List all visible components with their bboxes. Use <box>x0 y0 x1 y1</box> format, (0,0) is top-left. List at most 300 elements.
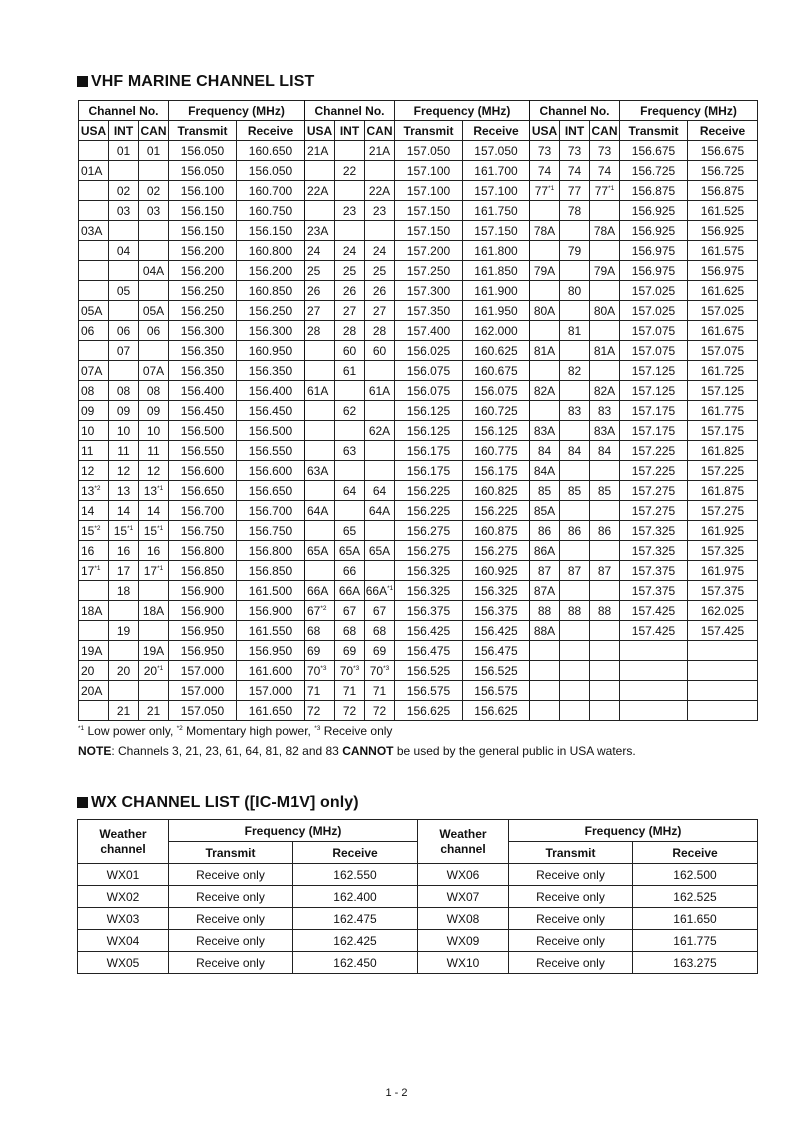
transmit-cell: 156.975 <box>620 241 688 261</box>
can-cell: 27 <box>365 301 395 321</box>
wx-channel-table <box>77 819 758 974</box>
can-cell: 82A <box>590 381 620 401</box>
transmit-cell: 156.975 <box>620 261 688 281</box>
int-cell <box>560 421 590 441</box>
receive-cell: 156.850 <box>237 561 305 581</box>
transmit-cell: 156.250 <box>169 281 237 301</box>
table-row <box>78 908 758 930</box>
table-row <box>79 601 758 621</box>
receive-cell: 161.550 <box>237 621 305 641</box>
int-cell <box>560 661 590 681</box>
can-cell <box>590 581 620 601</box>
transmit-cell: 157.375 <box>620 561 688 581</box>
table-row <box>79 641 758 661</box>
int-cell <box>560 221 590 241</box>
int-cell: 27 <box>335 301 365 321</box>
receive-cell: 156.300 <box>237 321 305 341</box>
int-cell: 11 <box>109 441 139 461</box>
column-header-transmit: Transmit <box>620 121 688 141</box>
int-cell <box>109 641 139 661</box>
transmit-cell: 156.175 <box>395 461 463 481</box>
table-row <box>79 261 758 281</box>
int-cell <box>335 381 365 401</box>
usa-cell <box>530 401 560 421</box>
usa-cell: 71 <box>305 681 335 701</box>
can-cell: 88 <box>590 601 620 621</box>
receive-cell: 157.150 <box>463 221 530 241</box>
frequency-header: Frequency (MHz) <box>620 101 758 121</box>
transmit-cell: 157.050 <box>169 701 237 721</box>
footnote-marker: *2 <box>94 524 101 532</box>
can-cell: 73 <box>590 141 620 161</box>
transmit-cell: Receive only <box>169 952 293 974</box>
usa-cell <box>79 341 109 361</box>
transmit-cell: Receive only <box>169 908 293 930</box>
usa-cell <box>305 561 335 581</box>
receive-cell: 163.275 <box>633 952 758 974</box>
can-cell: 12 <box>139 461 169 481</box>
receive-cell: 156.950 <box>237 641 305 661</box>
can-cell <box>365 441 395 461</box>
int-cell <box>560 381 590 401</box>
receive-cell: 161.925 <box>688 521 758 541</box>
column-header-transmit: Transmit <box>169 121 237 141</box>
int-cell <box>109 261 139 281</box>
usa-cell: 11 <box>79 441 109 461</box>
can-cell: 80A <box>590 301 620 321</box>
usa-cell: 09 <box>79 401 109 421</box>
receive-cell: 156.500 <box>237 421 305 441</box>
usa-cell: 20 <box>79 661 109 681</box>
receive-cell: 162.450 <box>293 952 418 974</box>
int-cell: 09 <box>109 401 139 421</box>
can-cell <box>590 541 620 561</box>
int-cell: 07 <box>109 341 139 361</box>
receive-cell: 161.900 <box>463 281 530 301</box>
can-cell: $66A^{*1}$ <box>365 581 395 601</box>
transmit-cell: 156.900 <box>169 601 237 621</box>
usa-cell <box>530 661 560 681</box>
usa-cell: 86 <box>530 521 560 541</box>
table-row <box>79 461 758 481</box>
usa-cell <box>530 681 560 701</box>
transmit-cell: 156.300 <box>169 321 237 341</box>
table-row <box>78 952 758 974</box>
int-cell <box>335 421 365 441</box>
footnote-marker: *1 <box>157 664 164 672</box>
table-row <box>79 161 758 181</box>
footnote-marker: *1 <box>387 584 394 592</box>
transmit-cell: 156.725 <box>620 161 688 181</box>
transmit-cell: 156.175 <box>395 441 463 461</box>
can-cell: 22A <box>365 181 395 201</box>
int-cell <box>560 701 590 721</box>
table-row <box>79 221 758 241</box>
receive-cell: 162.025 <box>688 601 758 621</box>
usa-cell: 67$^{*2}$ <box>305 601 335 621</box>
transmit-cell: 157.125 <box>620 361 688 381</box>
column-header-usa: USA <box>305 121 335 141</box>
can-cell: 69 <box>365 641 395 661</box>
table-row <box>79 701 758 721</box>
int-cell <box>109 361 139 381</box>
weather-channel-cell: WX05 <box>78 952 169 974</box>
square-bullet-icon <box>77 797 88 808</box>
receive-cell: 160.775 <box>463 441 530 461</box>
int-cell: 16 <box>109 541 139 561</box>
table-row <box>79 241 758 261</box>
receive-cell: 156.225 <box>463 501 530 521</box>
int-cell: 88 <box>560 601 590 621</box>
can-cell: 07A <box>139 361 169 381</box>
int-cell <box>560 581 590 601</box>
usa-cell: 10 <box>79 421 109 441</box>
transmit-cell: 157.225 <box>620 441 688 461</box>
int-cell: 80 <box>560 281 590 301</box>
int-cell: 68 <box>335 621 365 641</box>
receive-cell: 162.550 <box>293 864 418 886</box>
transmit-cell: 157.150 <box>395 201 463 221</box>
can-cell <box>139 681 169 701</box>
footnote-marker: *2 <box>94 484 101 492</box>
vhf-sub-header-row <box>79 121 758 141</box>
can-cell: 70$^{*3}$ <box>365 661 395 681</box>
int-cell: 72 <box>335 701 365 721</box>
transmit-cell: 156.150 <box>169 221 237 241</box>
transmit-cell: 157.300 <box>395 281 463 301</box>
usa-cell: 87A <box>530 581 560 601</box>
usa-cell: 80A <box>530 301 560 321</box>
usa-cell <box>305 401 335 421</box>
can-cell: 61A <box>365 381 395 401</box>
usa-note: NOTE: Channels 3, 21, 23, 61, 64, 81, 82 and 83 CANNOT be used by the general public in USA waters. <box>78 744 636 758</box>
transmit-cell: 157.050 <box>395 141 463 161</box>
receive-cell: 156.875 <box>688 181 758 201</box>
usa-cell <box>530 701 560 721</box>
can-cell: 16 <box>139 541 169 561</box>
footnote-marker: *1 <box>127 524 134 532</box>
int-cell: 81 <box>560 321 590 341</box>
usa-cell: 70$^{*3}$ <box>305 661 335 681</box>
receive-cell: 156.725 <box>688 161 758 181</box>
transmit-cell: 157.175 <box>620 401 688 421</box>
receive-cell: 162.425 <box>293 930 418 952</box>
receive-cell: 161.750 <box>463 201 530 221</box>
weather-channel-cell: WX09 <box>418 930 509 952</box>
transmit-cell: Receive only <box>509 908 633 930</box>
usa-cell: 77$^{*1}$ <box>530 181 560 201</box>
can-cell <box>590 621 620 641</box>
int-cell <box>560 681 590 701</box>
usa-cell: 61A <box>305 381 335 401</box>
transmit-cell: 156.225 <box>395 481 463 501</box>
can-cell <box>590 241 620 261</box>
receive-cell: 162.475 <box>293 908 418 930</box>
receive-cell: 161.825 <box>688 441 758 461</box>
wx-heading: WX CHANNEL LIST ([IC-M1V] only) <box>77 794 359 812</box>
can-cell <box>139 621 169 641</box>
transmit-cell: 156.325 <box>395 561 463 581</box>
receive-cell: 157.125 <box>688 381 758 401</box>
vhf-channel-table <box>78 100 758 721</box>
receive-cell: 161.775 <box>633 930 758 952</box>
receive-cell: 160.625 <box>463 341 530 361</box>
transmit-cell: 157.100 <box>395 161 463 181</box>
transmit-cell: 157.350 <box>395 301 463 321</box>
can-cell <box>590 361 620 381</box>
receive-cell: 156.525 <box>463 661 530 681</box>
usa-cell <box>530 641 560 661</box>
weather-channel-header: Weather channel <box>418 820 509 864</box>
receive-cell: 161.675 <box>688 321 758 341</box>
frequency-header: Frequency (MHz) <box>169 820 418 842</box>
receive-cell: 156.975 <box>688 261 758 281</box>
usa-cell <box>79 621 109 641</box>
transmit-cell: 157.125 <box>620 381 688 401</box>
receive-cell: 157.025 <box>688 301 758 321</box>
receive-cell: 156.625 <box>463 701 530 721</box>
int-cell: 87 <box>560 561 590 581</box>
can-cell: 02 <box>139 181 169 201</box>
receive-cell: 161.650 <box>237 701 305 721</box>
receive-cell: 161.775 <box>688 401 758 421</box>
footnote-marker: *1 <box>78 725 85 732</box>
receive-header: Receive <box>293 842 418 864</box>
transmit-cell: 156.900 <box>169 581 237 601</box>
can-cell: 79A <box>590 261 620 281</box>
usa-cell: 84A <box>530 461 560 481</box>
transmit-cell <box>620 661 688 681</box>
transmit-cell: 156.550 <box>169 441 237 461</box>
transmit-cell: 156.450 <box>169 401 237 421</box>
receive-cell: 156.150 <box>237 221 305 241</box>
footnote-marker: *3 <box>353 664 360 672</box>
int-cell: 78 <box>560 201 590 221</box>
transmit-cell: 156.600 <box>169 461 237 481</box>
transmit-cell: 156.150 <box>169 201 237 221</box>
receive-cell <box>688 661 758 681</box>
transmit-cell: 156.575 <box>395 681 463 701</box>
int-cell <box>109 161 139 181</box>
transmit-cell: Receive only <box>169 864 293 886</box>
usa-cell: 88 <box>530 601 560 621</box>
footnote-marker: *2 <box>176 725 183 732</box>
table-row <box>79 681 758 701</box>
can-cell: 84 <box>590 441 620 461</box>
transmit-cell: 156.125 <box>395 421 463 441</box>
table-row <box>79 381 758 401</box>
usa-cell: 85 <box>530 481 560 501</box>
usa-cell <box>79 141 109 161</box>
can-cell: 08 <box>139 381 169 401</box>
can-cell <box>365 461 395 481</box>
usa-cell: 16 <box>79 541 109 561</box>
int-cell <box>335 221 365 241</box>
transmit-cell: Receive only <box>169 886 293 908</box>
can-cell: 85 <box>590 481 620 501</box>
receive-cell: 156.375 <box>463 601 530 621</box>
can-cell <box>139 161 169 181</box>
usa-cell: 74 <box>530 161 560 181</box>
can-cell <box>590 501 620 521</box>
int-cell: 86 <box>560 521 590 541</box>
int-cell: 69 <box>335 641 365 661</box>
can-cell <box>590 641 620 661</box>
wx-header-row <box>78 820 758 842</box>
can-cell <box>590 281 620 301</box>
usa-cell <box>305 201 335 221</box>
column-header-can: CAN <box>139 121 169 141</box>
transmit-cell: 156.275 <box>395 521 463 541</box>
transmit-cell: 157.000 <box>169 681 237 701</box>
receive-cell: 160.875 <box>463 521 530 541</box>
usa-cell <box>305 521 335 541</box>
int-cell: 73 <box>560 141 590 161</box>
transmit-cell: 156.875 <box>620 181 688 201</box>
table-row <box>79 521 758 541</box>
can-cell: 06 <box>139 321 169 341</box>
usa-cell: 63A <box>305 461 335 481</box>
usa-cell: 17$^{*1}$ <box>79 561 109 581</box>
column-header-can: CAN <box>365 121 395 141</box>
receive-cell: 161.950 <box>463 301 530 321</box>
transmit-cell <box>620 681 688 701</box>
usa-cell <box>305 341 335 361</box>
int-cell: 74 <box>560 161 590 181</box>
can-cell: 87 <box>590 561 620 581</box>
receive-cell: 161.575 <box>688 241 758 261</box>
receive-cell: 161.850 <box>463 261 530 281</box>
int-cell <box>109 301 139 321</box>
usa-cell: 78A <box>530 221 560 241</box>
transmit-cell: 156.750 <box>169 521 237 541</box>
usa-cell: 12 <box>79 461 109 481</box>
weather-channel-cell: WX07 <box>418 886 509 908</box>
usa-cell <box>305 161 335 181</box>
receive-cell: 162.000 <box>463 321 530 341</box>
int-cell: 85 <box>560 481 590 501</box>
transmit-cell: 157.325 <box>620 541 688 561</box>
usa-cell: 22A <box>305 181 335 201</box>
int-cell <box>560 261 590 281</box>
int-cell <box>560 301 590 321</box>
usa-cell: 64A <box>305 501 335 521</box>
usa-cell: 85A <box>530 501 560 521</box>
can-cell: 78A <box>590 221 620 241</box>
transmit-cell: 157.200 <box>395 241 463 261</box>
usa-cell: 68 <box>305 621 335 641</box>
transmit-cell: 156.350 <box>169 361 237 381</box>
can-cell: 64A <box>365 501 395 521</box>
can-cell <box>139 341 169 361</box>
weather-channel-cell: WX02 <box>78 886 169 908</box>
receive-cell: 161.725 <box>688 361 758 381</box>
table-row <box>79 141 758 161</box>
can-cell: 72 <box>365 701 395 721</box>
can-cell: 19A <box>139 641 169 661</box>
usa-cell <box>79 241 109 261</box>
transmit-cell: 157.225 <box>620 461 688 481</box>
frequency-header: Frequency (MHz) <box>395 101 530 121</box>
int-cell: 67 <box>335 601 365 621</box>
transmit-cell: 157.425 <box>620 621 688 641</box>
transmit-cell: 156.025 <box>395 341 463 361</box>
can-cell: 83 <box>590 401 620 421</box>
receive-cell: 160.850 <box>237 281 305 301</box>
can-cell: 25 <box>365 261 395 281</box>
usa-cell <box>530 281 560 301</box>
footnote-marker: *3 <box>314 725 321 732</box>
usa-cell: 79A <box>530 261 560 281</box>
column-header-can: CAN <box>590 121 620 141</box>
can-cell <box>590 701 620 721</box>
receive-cell: 157.175 <box>688 421 758 441</box>
transmit-cell: 157.000 <box>169 661 237 681</box>
transmit-cell: 156.475 <box>395 641 463 661</box>
can-cell <box>139 221 169 241</box>
transmit-header: Transmit <box>509 842 633 864</box>
receive-cell: 161.525 <box>688 201 758 221</box>
can-cell <box>590 201 620 221</box>
receive-cell: 156.550 <box>237 441 305 461</box>
column-header-int: INT <box>335 121 365 141</box>
can-cell: 24 <box>365 241 395 261</box>
receive-cell: 161.625 <box>688 281 758 301</box>
receive-cell: 157.325 <box>688 541 758 561</box>
can-cell: 71 <box>365 681 395 701</box>
table-row <box>79 501 758 521</box>
table-row <box>78 930 758 952</box>
receive-cell: 160.750 <box>237 201 305 221</box>
transmit-cell: 157.375 <box>620 581 688 601</box>
column-header-receive: Receive <box>237 121 305 141</box>
receive-cell: 156.450 <box>237 401 305 421</box>
int-cell: 19 <box>109 621 139 641</box>
column-header-usa: USA <box>530 121 560 141</box>
usa-cell <box>79 201 109 221</box>
can-cell: 13$^{*1}$ <box>139 481 169 501</box>
int-cell: 18 <box>109 581 139 601</box>
usa-cell: 69 <box>305 641 335 661</box>
weather-channel-cell: WX01 <box>78 864 169 886</box>
receive-cell: 161.875 <box>688 481 758 501</box>
can-cell <box>365 561 395 581</box>
transmit-cell: 157.075 <box>620 321 688 341</box>
int-cell: 63 <box>335 441 365 461</box>
can-cell <box>365 401 395 421</box>
receive-cell: 157.425 <box>688 621 758 641</box>
can-cell <box>365 161 395 181</box>
receive-cell: 162.500 <box>633 864 758 886</box>
int-cell: 01 <box>109 141 139 161</box>
int-cell: 03 <box>109 201 139 221</box>
receive-cell: 156.350 <box>237 361 305 381</box>
usa-cell: 65A <box>305 541 335 561</box>
int-cell <box>560 621 590 641</box>
receive-cell <box>688 701 758 721</box>
int-cell: 83 <box>560 401 590 421</box>
int-cell: 26 <box>335 281 365 301</box>
can-cell: 11 <box>139 441 169 461</box>
can-cell <box>365 221 395 241</box>
transmit-cell: 157.250 <box>395 261 463 281</box>
transmit-cell: 156.350 <box>169 341 237 361</box>
can-cell: 05A <box>139 301 169 321</box>
receive-cell: 156.700 <box>237 501 305 521</box>
transmit-cell: 156.800 <box>169 541 237 561</box>
footnote-marker: *1 <box>94 564 101 572</box>
vhf-group-header-row <box>79 101 758 121</box>
